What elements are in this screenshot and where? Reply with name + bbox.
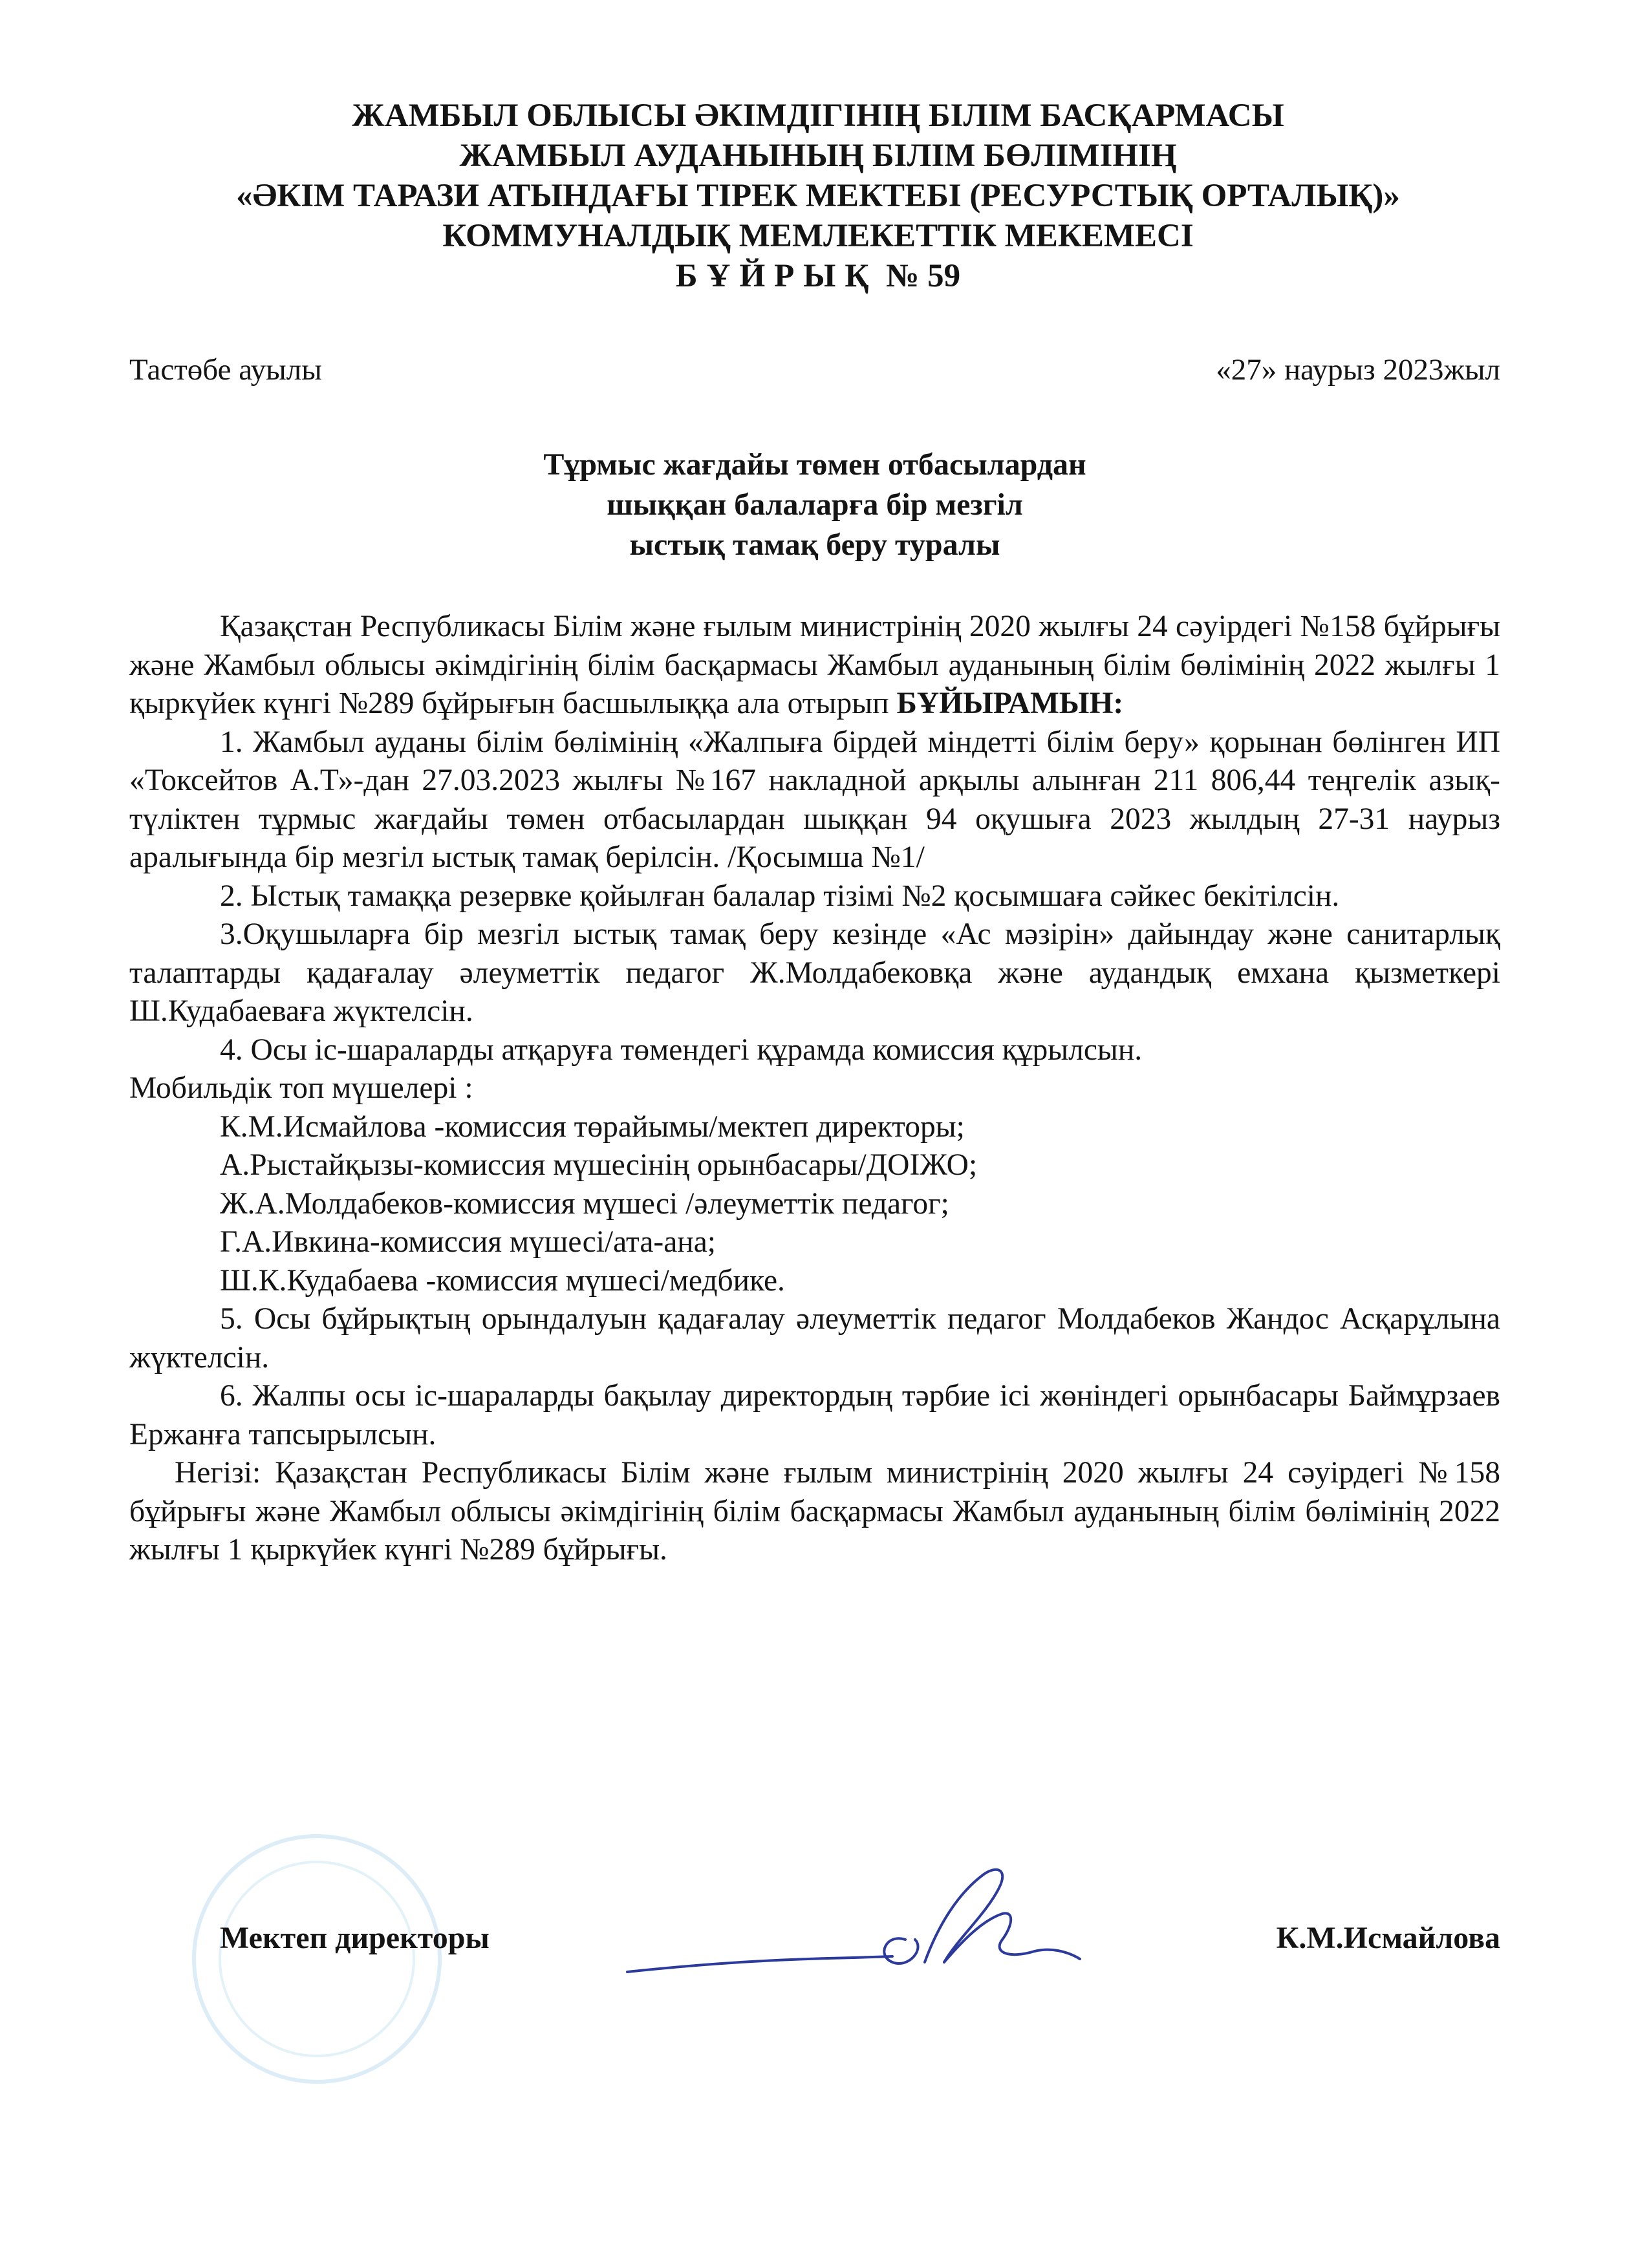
order-item-4: 4. Осы іс-шараларды атқаруға төмендегі құрамда комиссия құрылсын.	[220, 1032, 1143, 1067]
order-item-2: 2. Ыстық тамаққа резервке қойылған балалар тізімі №2 қосымшаға сәйкес бекітілсін.	[220, 879, 1340, 913]
order-item-6: 6. Жалпы осы іс-шараларды бақылау директордың тәрбие ісі жөніндегі орынбасары Баймұрзаев Ержанға тапсырылсын.	[129, 1379, 1500, 1451]
header-line-3: «ӘКІМ ТАРАЗИ АТЫНДАҒЫ ТІРЕК МЕКТЕБІ (РЕСУРСТЫҚ ОРТАЛЫҚ)»	[236, 178, 1400, 214]
order-heading	[116, 256, 1520, 296]
order-item-5: 5. Осы бұйрықтың орындалуын қадағалау әлеуметтік педагог Молдабеков Жандос Асқарұлына жүктелсін.	[129, 1302, 1500, 1375]
preamble-paragraph	[129, 608, 1500, 723]
title-line-1: Тұрмыс жағдайы төмен отбасылардан	[543, 447, 1086, 482]
place: Тастөбе ауылы	[129, 353, 322, 387]
preamble-command: БҰЙЫРАМЫН:	[896, 687, 1124, 720]
preamble-text: Қазақстан Республикасы Білім және ғылым министрінің 2020 жылғы 24 сәуірдегі №158 бұйрығы және Жамбыл облысы әкімдігінің білім басқармасы Жамбыл ауданының білім бөлімінің 2022 жылғы 1 қыркүйек күнгі №289 бұйрығын басшылыққа ала отырып	[129, 610, 1500, 720]
order-item-3: 3.Оқушыларға бір мезгіл ыстық тамақ беру кезінде «Ас мәзірін» дайындау және санитарлық талаптарды қадағалау әлеуметтік педагог Ж.Молдабековқа және аудандық емхана қызметкері Ш.Кудабаеваға жүктелсін.	[129, 917, 1500, 1028]
member-1: К.М.Исмайлова -комиссия төрайымы/мектеп директоры;	[220, 1109, 965, 1144]
date: «27» наурыз 2023жыл	[1216, 353, 1500, 387]
signer-name: К.М.Исмайлова	[1276, 1921, 1500, 1955]
order-number: № 59	[886, 258, 961, 294]
header-line-1: ЖАМБЫЛ ОБЛЫСЫ ӘКІМДІГІНІҢ БІЛІМ БАСҚАРМАСЫ	[352, 98, 1284, 134]
signature-scribble-icon	[621, 1843, 1138, 2011]
order-item-1: 1. Жамбыл ауданы білім бөлімінің «Жалпыға бірдей міндетті білім беру» қорынан бөлінген ИП «Токсейтов А.Т»-дан 27.03.2023 жылғы №167 накладной арқылы алынған 211 806,44 теңгелік азық-түліктен тұрмыс жағдайы төмен отбасылардан шыққан 94 оқушыға 2023 жылдың 27-31 наурыз аралығында бір мезгіл ыстық тамақ берілсін. /Қосымша №1/	[129, 725, 1500, 874]
header-line-4: КОММУНАЛДЫҚ МЕМЛЕКЕТТІК МЕКЕМЕСІ	[442, 218, 1194, 254]
member-4: Г.А.Ивкина-комиссия мүшесі/ата-ана;	[220, 1225, 717, 1259]
member-2: А.Рыстайқызы-комиссия мүшесінің орынбасары/ДОІЖО;	[220, 1148, 978, 1182]
signer-position: Мектеп директоры	[220, 1921, 490, 1955]
member-3: Ж.А.Молдабеков-комиссия мүшесі /әлеуметтік педагог;	[220, 1186, 949, 1221]
basis-paragraph: Негізі: Қазақстан Республикасы Білім және ғылым министрінің 2020 жылғы 24 сәуірдегі №158 бұйрығы және Жамбыл облысы әкімдігінің білім басқармасы Жамбыл ауданының білім бөлімінің 2022 жылғы 1 қыркүйек күнгі №289 бұйрығы.	[129, 1456, 1500, 1567]
order-title	[129, 445, 1500, 565]
header-line-2: ЖАМБЫЛ АУДАНЫНЫҢ БІЛІМ БӨЛІМІНІҢ	[459, 138, 1177, 174]
mobile-group-label: Мобильдік топ мүшелері :	[129, 1071, 473, 1105]
order-body	[129, 608, 1500, 1570]
signature-block	[129, 1901, 1500, 2004]
title-line-2: шыққан балаларға бір мезгіл	[607, 487, 1023, 522]
order-word: БҰЙРЫҚ	[675, 258, 878, 294]
member-5: Ш.К.Кудабаева -комиссия мүшесі/медбике.	[220, 1263, 785, 1298]
title-line-3: ыстық тамақ беру туралы	[629, 528, 1000, 562]
document-header	[116, 96, 1520, 296]
